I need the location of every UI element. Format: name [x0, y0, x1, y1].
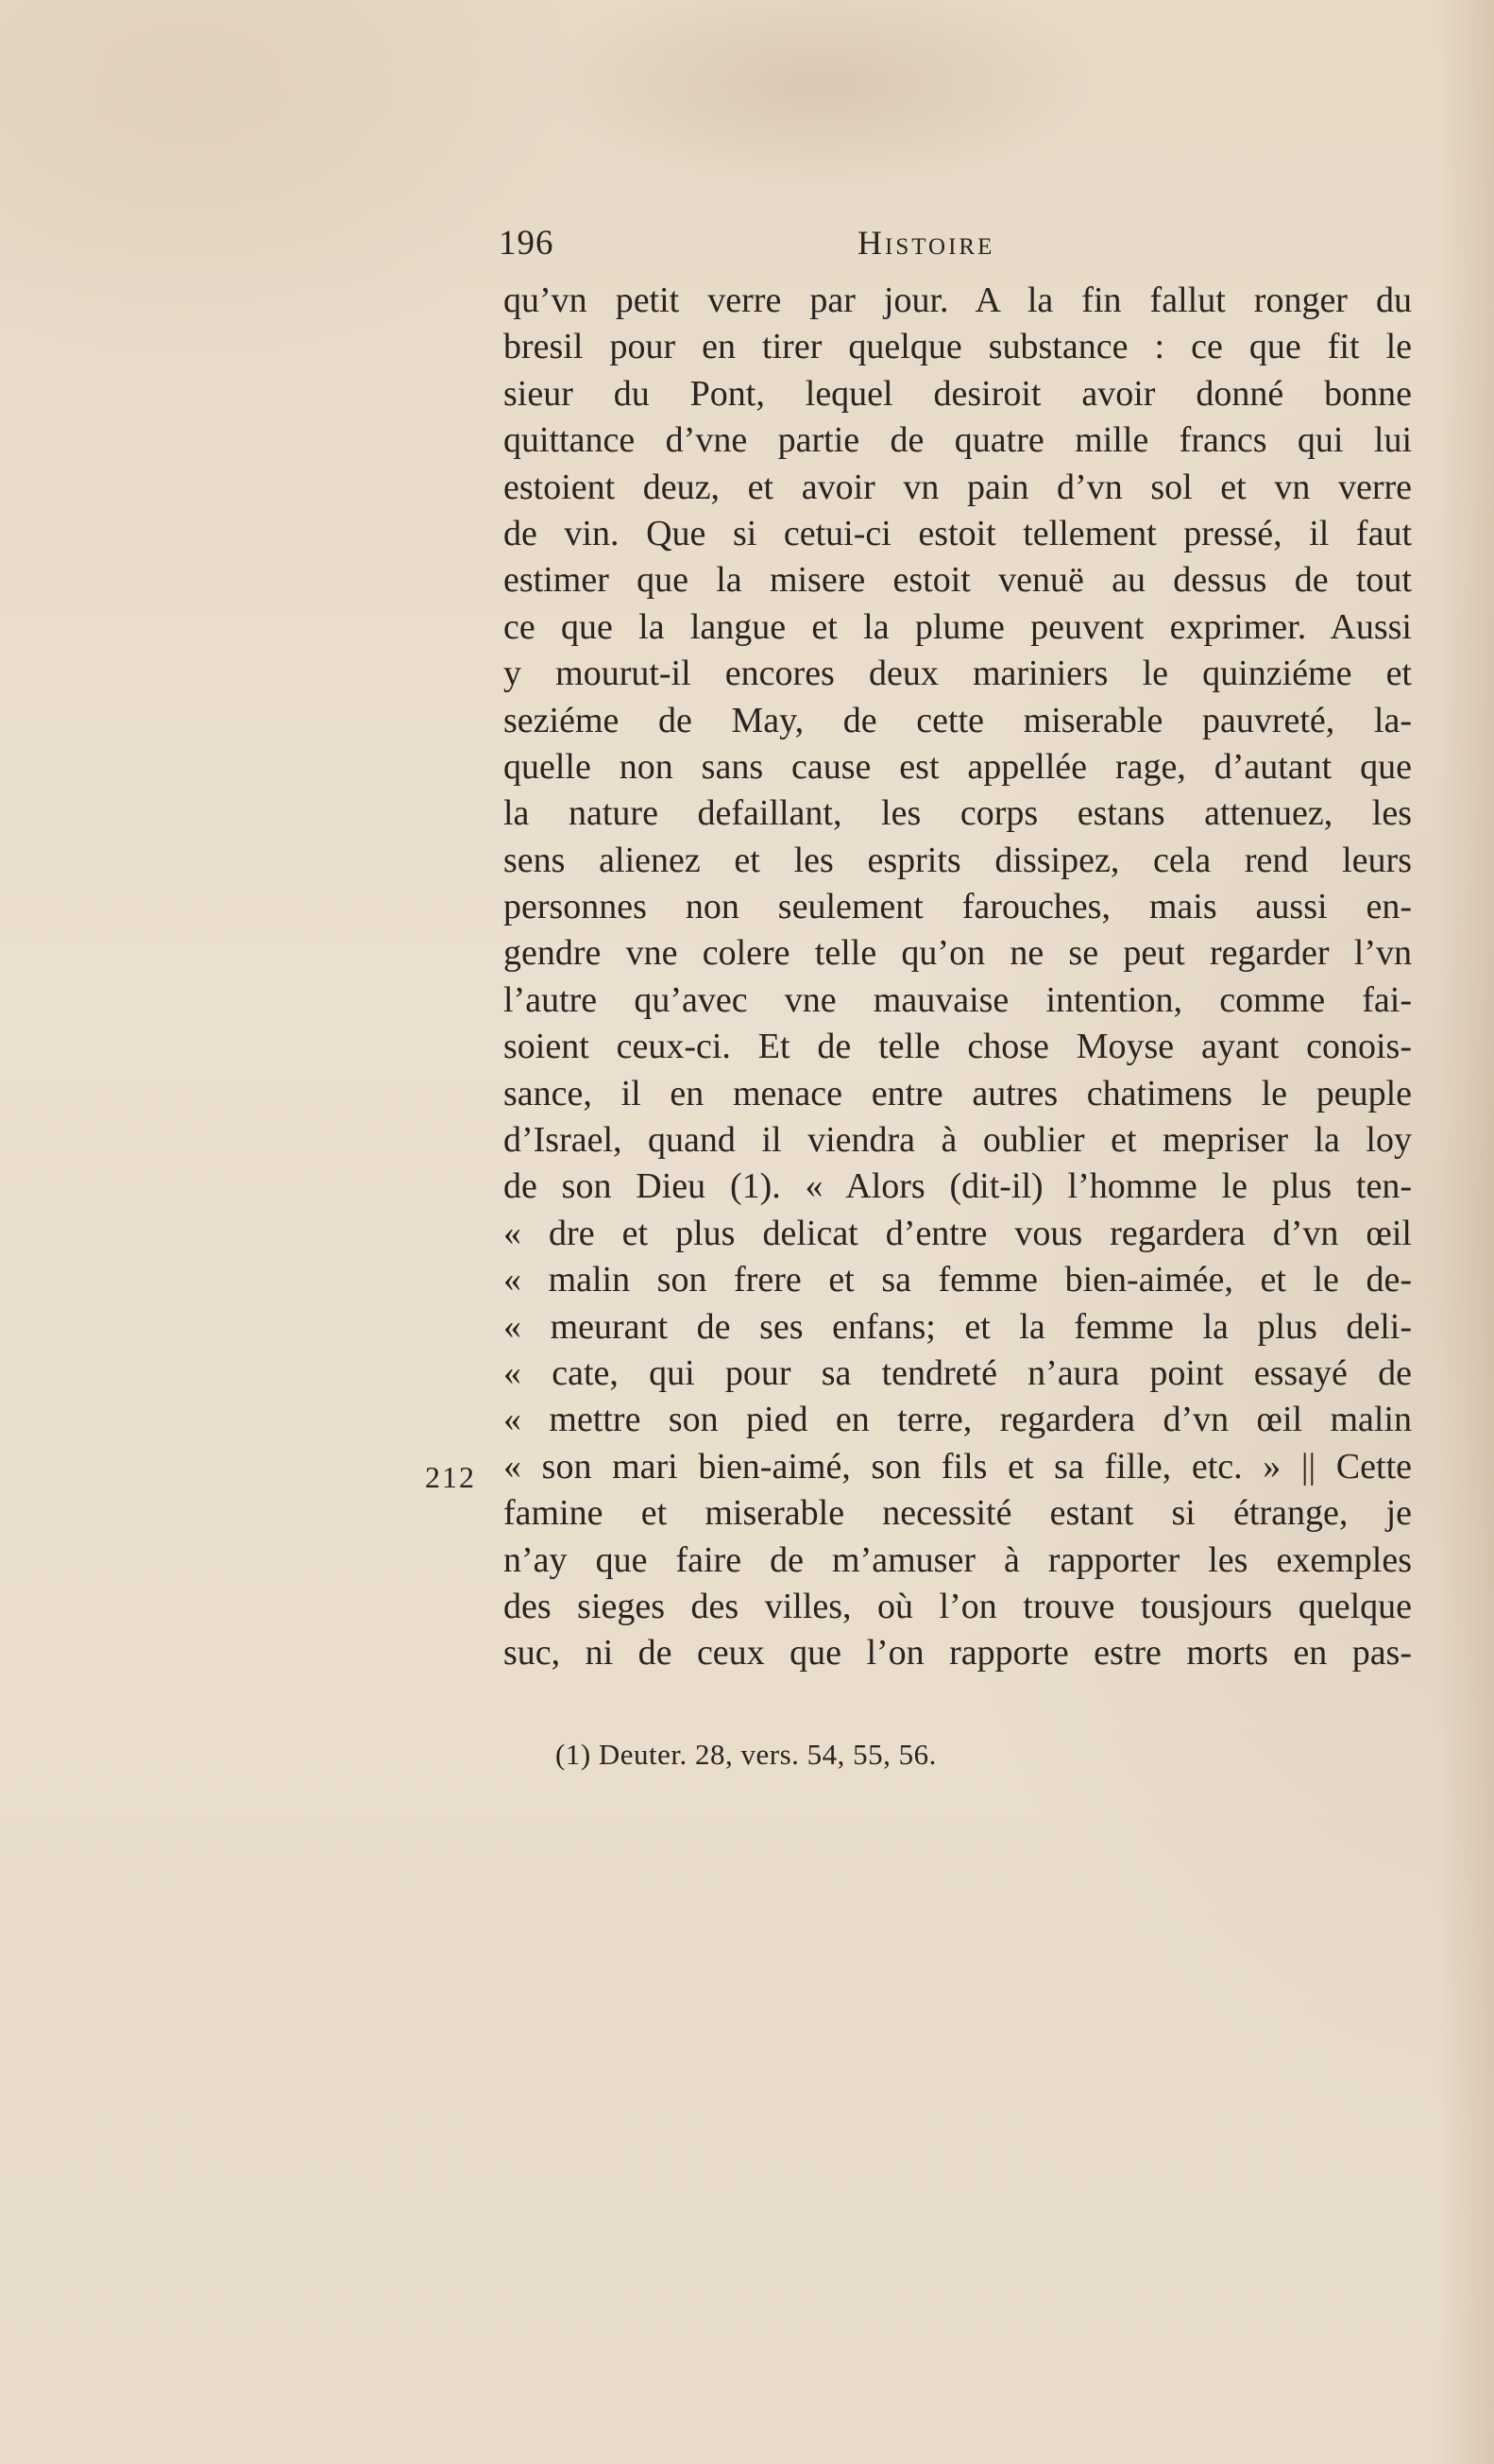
page-edge-shadow: [1437, 0, 1494, 2464]
text-line: d’Israel, quand il viendra à oublier et mepriser la loy: [503, 1120, 1412, 1161]
text-line: y mourut-il encores deux mariniers le quinziéme et: [503, 654, 1412, 694]
text-line: personnes non seulement farouches, mais aussi en-: [503, 887, 1412, 927]
text-line: gendre vne colere telle qu’on ne se peut regarder l’vn: [503, 933, 1412, 974]
text-line: sance, il en menace entre autres chatimens le peuple: [503, 1073, 1412, 1113]
text-line: de son Dieu (1). « Alors (dit-il) l’homme le plus ten-: [503, 1166, 1412, 1207]
text-line: la nature defaillant, les corps estans attenuez, les: [503, 793, 1412, 834]
text-line: de vin. Que si cetui-ci estoit tellement pressé, il faut: [503, 513, 1412, 553]
page-header: [499, 223, 1405, 270]
margin-line-number: 212: [425, 1460, 476, 1494]
text-line: « meurant de ses enfans; et la femme la plus deli-: [503, 1306, 1412, 1347]
text-line: « mettre son pied en terre, regardera d’vn œil malin: [503, 1400, 1412, 1440]
text-line: « son mari bien-aimé, son fils et sa fille, etc. » || Cette: [503, 1446, 1412, 1487]
footnote: (1) Deuter. 28, vers. 54, 55, 56.: [555, 1738, 937, 1771]
text-line: « dre et plus delicat d’entre vous regardera d’vn œil: [503, 1213, 1412, 1253]
text-line: ce que la langue et la plume peuvent exprimer. Aussi: [503, 606, 1412, 647]
text-line: famine et miserable necessité estant si étrange, je: [503, 1493, 1412, 1534]
text-line: n’ay que faire de m’amuser à rapporter les exemples: [503, 1539, 1412, 1580]
text-line: soient ceux-ci. Et de telle chose Moyse ayant conois-: [503, 1027, 1412, 1067]
text-line: quelle non sans cause est appellée rage, d’autant que: [503, 746, 1412, 787]
text-line: « malin son frere et sa femme bien-aimée, et le de-: [503, 1260, 1412, 1300]
body-text: [503, 278, 1412, 1677]
text-line: l’autre qu’avec vne mauvaise intention, comme fai-: [503, 979, 1412, 1020]
text-line: estimer que la misere estoit venuë au dessus de tout: [503, 560, 1412, 601]
text-line: sens alienez et les esprits dissipez, cela rend leurs: [503, 840, 1412, 880]
text-line: suc, ni de ceux que l’on rapporte estre morts en pas-: [503, 1633, 1412, 1674]
text-line: seziéme de May, de cette miserable pauvreté, la-: [503, 700, 1412, 740]
text-line: sieur du Pont, lequel desiroit avoir donné bonne: [503, 373, 1412, 414]
text-line: estoient deuz, et avoir vn pain d’vn sol et vn verre: [503, 467, 1412, 507]
text-line: qu’vn petit verre par jour. A la fin fallut ronger du: [503, 280, 1412, 320]
running-title: Histoire: [857, 224, 995, 262]
text-line: des sieges des villes, où l’on trouve tousjours quelque: [503, 1586, 1412, 1626]
text-line: « cate, qui pour sa tendreté n’aura point essayé de: [503, 1352, 1412, 1393]
page-number: 196: [499, 224, 554, 263]
text-line: bresil pour en tirer quelque substance : ce que fit le: [503, 327, 1412, 367]
text-line: quittance d’vne partie de quatre mille francs qui lui: [503, 420, 1412, 461]
